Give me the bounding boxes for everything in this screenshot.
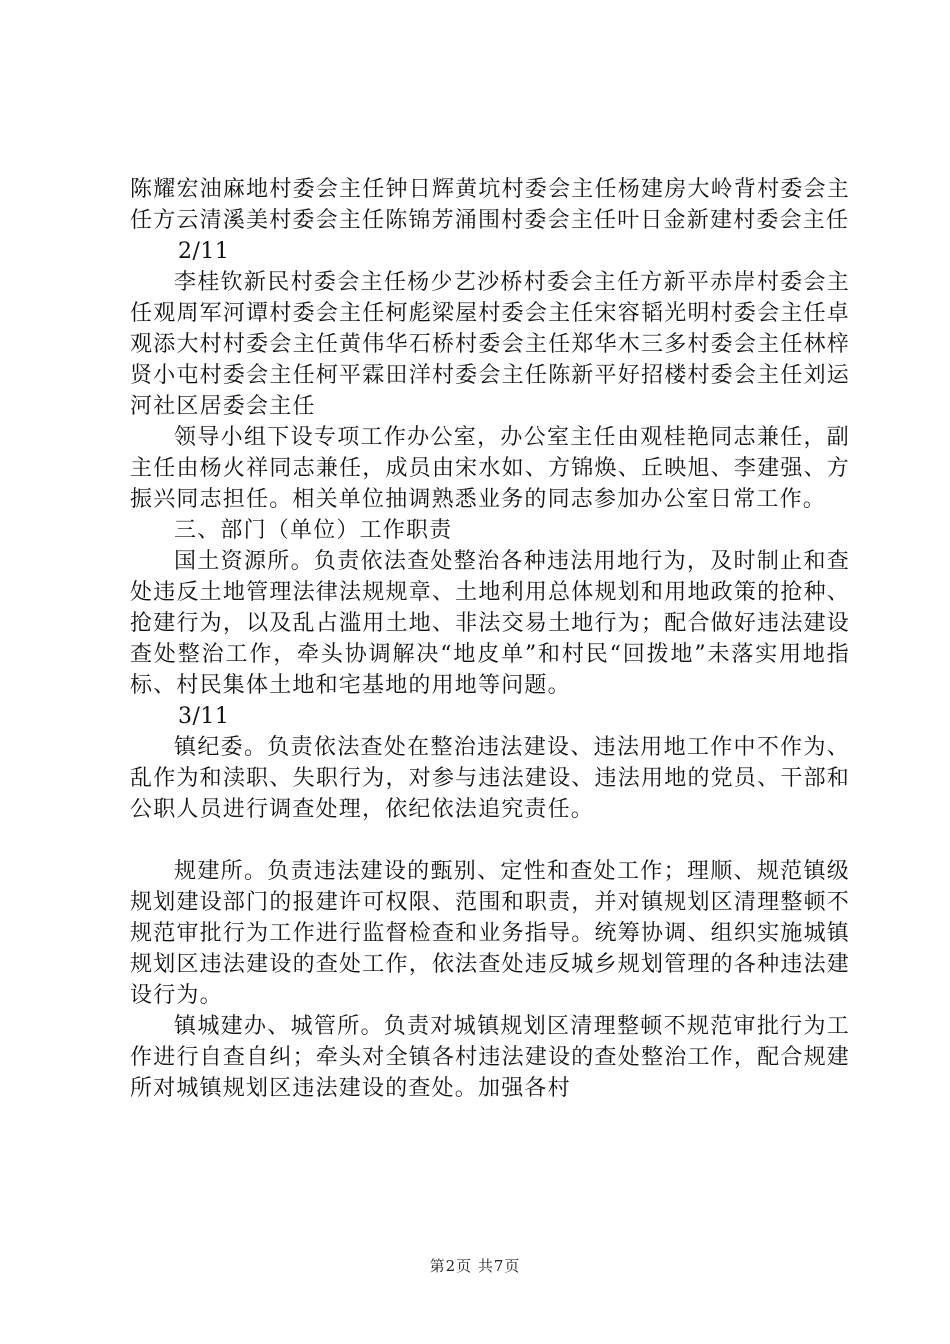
paragraph-urban-management: 镇城建办、城管所。负责对城镇规划区清理整顿不规范审批行为工作进行自查自纠；牵头对全镇各村违法建设的查处整治工作，配合规建所对城镇规划区违法建设的查处。加强各村 [130,1014,850,1101]
paragraph-village-directors-1: 陈耀宏油麻地村委会主任钟日辉黄坑村委会主任杨建房大岭背村委会主任方云清溪美村委会主任陈锦芳涌围村委会主任叶日金新建村委会主任 [130,177,850,233]
page-footer: 第2页 共7页 [429,1257,521,1275]
paragraph-land-resources: 国土资源所。负责依法查处整治各种违法用地行为，及时制止和查处违反土地管理法律法规规章、土地利用总体规划和用地政策的抢种、抢建行为，以及乱占滥用土地、非法交易土地行为；配合做好违法建设查处整治工作，牵头协调解决“地皮单”和村民“回拨地”未落实用地指标、村民集体土地和宅基地的用地等问题。 [130,549,850,698]
blank-line [130,825,850,856]
paragraph-village-directors-2: 李桂钦新民村委会主任杨少艺沙桥村委会主任方新平赤岸村委会主任观周军河谭村委会主任柯彪梁屋村委会主任宋容韬光明村委会主任卓观添大村村委会主任黄伟华石桥村委会主任郑华木三多村委会主任林梓贤小屯村委会主任柯平霖田洋村委会主任陈新平好招楼村委会主任刘运河社区居委会主任 [130,270,850,419]
paragraph-planning-office: 规建所。负责违法建设的甄别、定性和查处工作；理顺、规范镇级规划建设部门的报建许可权限、范围和职责，并对镇规划区清理整顿不规范审批行为工作进行监督检查和业务指导。统筹协调、组织实施城镇规划区违法建设的查处工作，依法查处违反城乡规划管理的各种违法建设行为。 [130,859,850,1008]
section-heading-responsibilities: 三、部门（单位）工作职责 [174,518,453,543]
page-marker-3-of-11: 3/11 [178,704,230,729]
paragraph-discipline-committee: 镇纪委。负责依法查处在整治违法建设、违法用地工作中不作为、乱作为和渎职、失职行为，对参与违法建设、违法用地的党员、干部和公职人员进行调查处理，依纪依法追究责任。 [130,735,850,822]
paragraph-office-setup: 领导小组下设专项工作办公室，办公室主任由观桂艳同志兼任，副主任由杨火祥同志兼任，成员由宋水如、方锦焕、丘映旭、李建强、方振兴同志担任。相关单位抽调熟悉业务的同志参加办公室日常工作。 [130,425,850,512]
page-marker-2-of-11: 2/11 [178,239,230,264]
document-body [130,174,850,1104]
